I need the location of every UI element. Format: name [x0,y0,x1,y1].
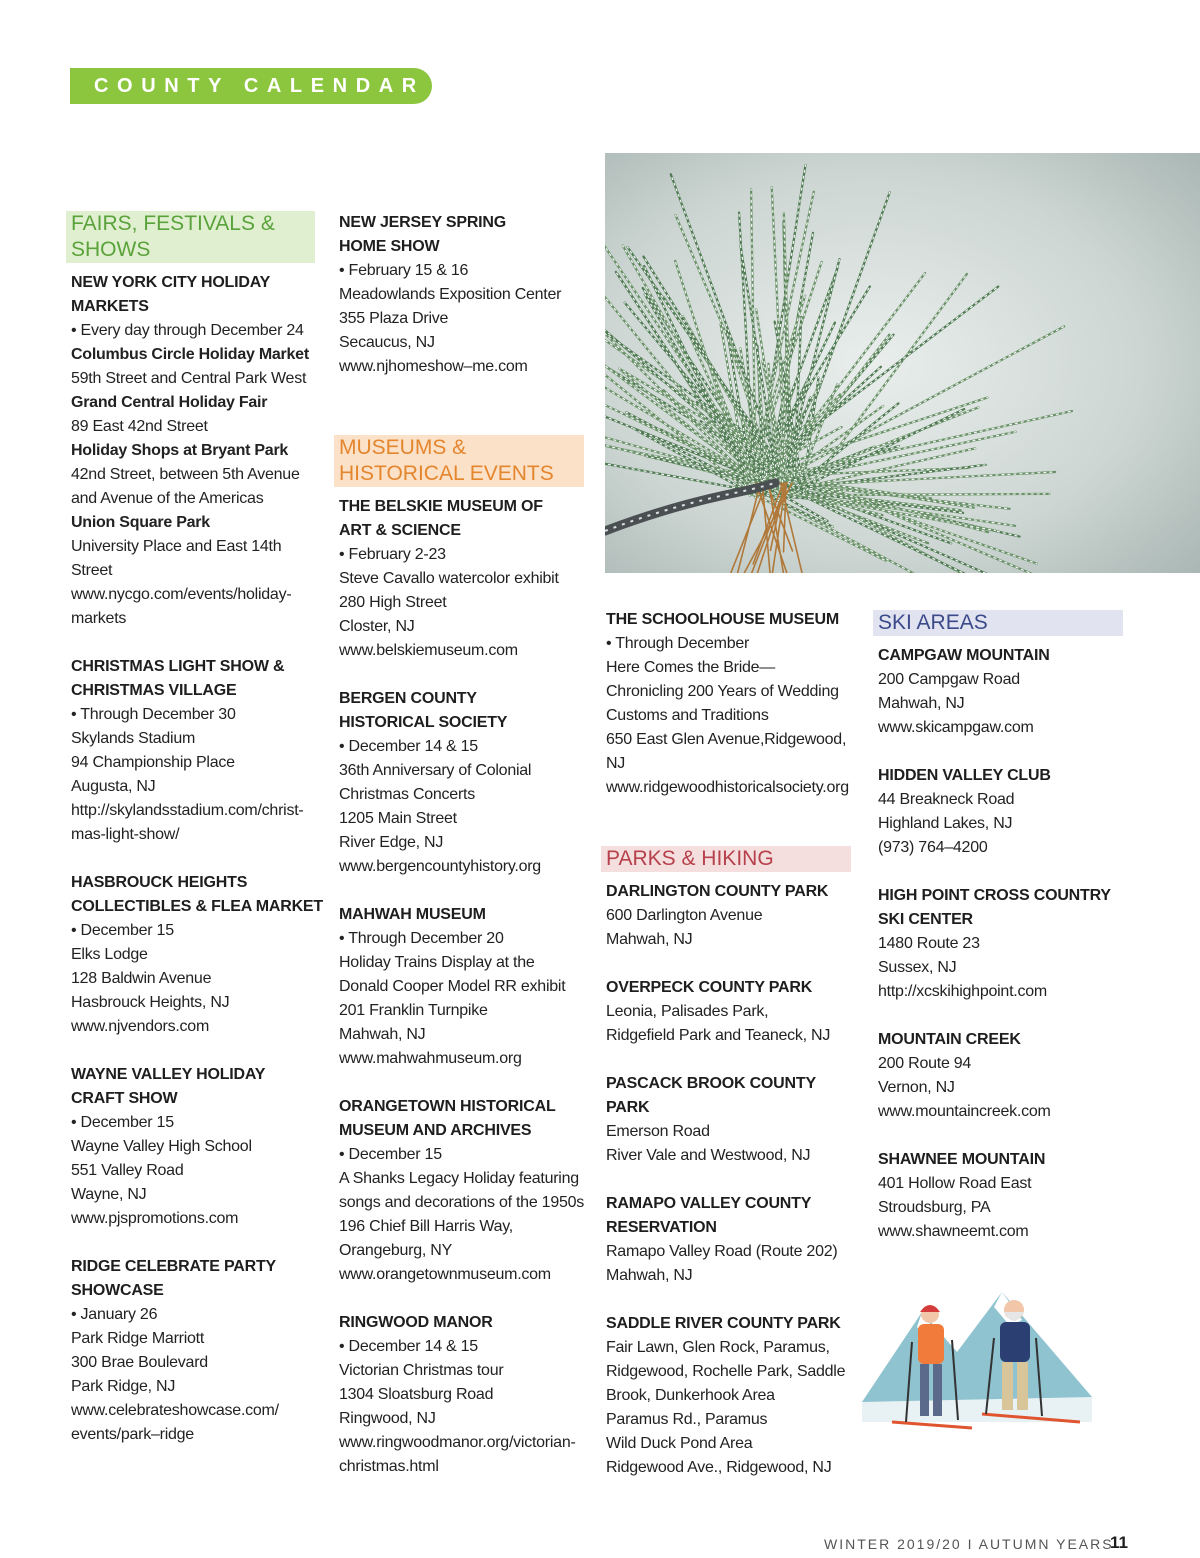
event-detail: Vernon, NJ [878,1079,955,1096]
venue-name: Columbus Circle Holiday Market [71,346,309,363]
event-detail: www.njvendors.com [71,1018,210,1035]
section-heading-fairs: FAIRS, FESTIVALS & SHOWS [66,211,315,263]
event-name: THE SCHOOLHOUSE MUSEUM [606,611,839,628]
event-entry [339,1311,594,1479]
event-entry [71,871,326,1039]
event-name: NEW JERSEY SPRING [339,214,507,231]
event-detail: • February 2-23 [339,546,446,563]
event-detail: christmas.html [339,1458,439,1475]
column-2 [339,211,594,1503]
event-name: SKI CENTER [878,911,973,928]
event-detail: Wayne, NJ [71,1186,147,1203]
event-detail: Mahwah, NJ [878,695,965,712]
event-detail: and Avenue of the Americas [71,490,264,507]
event-name: RINGWOOD MANOR [339,1314,493,1331]
event-detail: Wayne Valley High School [71,1138,252,1155]
event-detail: Ramapo Valley Road (Route 202) [606,1243,838,1260]
event-name: NEW YORK CITY HOLIDAY [71,274,271,291]
event-detail: Leonia, Palisades Park, [606,1003,769,1020]
section-heading-parks: PARKS & HIKING [601,846,851,872]
event-detail: 128 Baldwin Avenue [71,970,212,987]
event-detail: 59th Street and Central Park West [71,370,307,387]
event-detail: • December 15 [71,922,174,939]
event-detail: Donald Cooper Model RR exhibit [339,978,566,995]
event-detail: Wild Duck Pond Area [606,1435,753,1452]
event-name: CAMPGAW MOUNTAIN [878,647,1050,664]
event-name: MARKETS [71,298,149,315]
event-entry [339,1095,594,1287]
event-detail: Ridgewood Ave., Ridgewood, NJ [606,1459,832,1476]
event-entry [71,1255,326,1447]
event-name: ORANGETOWN HISTORICAL [339,1098,556,1115]
event-entry [606,1192,861,1288]
event-detail: www.shawneemt.com [878,1223,1029,1240]
event-detail: Fair Lawn, Glen Rock, Paramus, [606,1339,830,1356]
event-detail: www.bergencountyhistory.org [339,858,541,875]
event-detail: www.belskiemuseum.com [339,642,518,659]
frosted-pine-photo [605,153,1200,573]
column-3 [606,608,861,1504]
event-detail: 42nd Street, between 5th Avenue [71,466,300,483]
event-detail: Ridgefield Park and Teaneck, NJ [606,1027,831,1044]
event-detail: Ridgewood, Rochelle Park, Saddle [606,1363,846,1380]
event-entry [606,880,861,952]
event-detail: Brook, Dunkerhook Area [606,1387,775,1404]
event-entry [606,1072,861,1168]
banner-title: COUNTY CALENDAR [94,75,425,97]
event-detail: • December 15 [71,1114,174,1131]
event-detail: 300 Brae Boulevard [71,1354,208,1371]
ski-list [878,644,1133,1244]
event-detail: http://xcskihighpoint.com [878,983,1047,1000]
event-name: CHRISTMAS LIGHT SHOW & [71,658,285,675]
page-number: 11 [1110,1533,1128,1552]
event-detail: 650 East Glen Avenue,Ridgewood, NJ [606,731,847,772]
event-name: MAHWAH MUSEUM [339,906,486,923]
section-heading-museums: MUSEUMS & HISTORICAL EVENTS [334,435,584,487]
event-detail: www.ringwoodmanor.org/victorian- [339,1434,576,1451]
event-detail: • Through December 20 [339,930,504,947]
event-detail: River Edge, NJ [339,834,444,851]
event-detail: www.ridgewoodhistoricalsociety.org [606,779,849,796]
event-detail: (973) 764–4200 [878,839,988,856]
event-name: ART & SCIENCE [339,522,461,539]
event-detail: songs and decorations of the 1950s [339,1194,585,1211]
event-detail: • Through December 30 [71,706,236,723]
event-detail: Park Ridge Marriott [71,1330,205,1347]
event-name: DARLINGTON COUNTY PARK [606,883,829,900]
event-detail: • December 15 [339,1146,442,1163]
event-detail: • Every day through December 24 [71,322,304,339]
event-detail: Steve Cavallo watercolor exhibit [339,570,559,587]
venue-name: Grand Central Holiday Fair [71,394,268,411]
event-entry [878,764,1133,860]
event-name: HISTORICAL SOCIETY [339,714,508,731]
event-detail: 36th Anniversary of Colonial [339,762,532,779]
event-detail: mas-light-show/ [71,826,180,843]
event-name: RAMAPO VALLEY COUNTY [606,1195,812,1212]
event-name: HASBROUCK HEIGHTS [71,874,248,891]
schoolhouse-list [606,608,861,800]
event-detail: www.mountaincreek.com [878,1103,1051,1120]
event-entry [606,976,861,1048]
event-detail: Meadowlands Exposition Center [339,286,562,303]
event-name: THE BELSKIE MUSEUM OF [339,498,543,515]
event-detail: 44 Breakneck Road [878,791,1015,808]
event-name: MUSEUM AND ARCHIVES [339,1122,532,1139]
event-detail: Chronicling 200 Years of Wedding [606,683,839,700]
event-detail: Emerson Road [606,1123,710,1140]
event-detail: Orangeburg, NY [339,1242,453,1259]
event-entry [878,644,1133,740]
museums-list [339,495,594,1479]
event-detail: 200 Campgaw Road [878,671,1020,688]
event-detail: Augusta, NJ [71,778,156,795]
event-detail: • January 26 [71,1306,158,1323]
event-detail: markets [71,610,127,627]
event-name: PASCACK BROOK COUNTY PARK [606,1075,816,1116]
event-name: COLLECTIBLES & FLEA MARKET [71,898,323,915]
event-detail: Mahwah, NJ [606,931,693,948]
event-detail: Closter, NJ [339,618,415,635]
column-1 [71,211,326,1471]
event-detail: Here Comes the Bride— [606,659,776,676]
event-name: SADDLE RIVER COUNTY PARK [606,1315,841,1332]
event-detail: A Shanks Legacy Holiday featuring [339,1170,579,1187]
event-detail: Skylands Stadium [71,730,196,747]
event-detail: • February 15 & 16 [339,262,469,279]
event-detail: 89 East 42nd Street [71,418,208,435]
venue-name: Union Square Park [71,514,210,531]
parks-list [606,880,861,1480]
event-entry [339,495,594,663]
event-entry [71,655,326,847]
fairs-list [71,271,326,1447]
event-detail: 94 Championship Place [71,754,235,771]
event-detail: Holiday Trains Display at the [339,954,535,971]
event-detail: 1205 Main Street [339,810,457,827]
event-detail: 1480 Route 23 [878,935,980,952]
event-detail: events/park–ridge [71,1426,194,1443]
event-name: HOME SHOW [339,238,440,255]
event-detail: • December 14 & 15 [339,738,478,755]
event-entry [606,608,861,800]
event-detail: Park Ridge, NJ [71,1378,176,1395]
section-banner [70,68,432,104]
event-name: CRAFT SHOW [71,1090,178,1107]
event-detail: University Place and East 14th Street [71,538,282,579]
event-name: BERGEN COUNTY [339,690,477,707]
skiers-illustration [862,1282,1092,1434]
event-detail: www.mahwahmuseum.org [339,1050,522,1067]
event-name: HIGH POINT CROSS COUNTRY [878,887,1111,904]
event-detail: Ringwood, NJ [339,1410,436,1427]
event-detail: www.nycgo.com/events/holiday- [71,586,292,603]
event-detail: Victorian Christmas tour [339,1362,504,1379]
event-detail: www.njhomeshow–me.com [339,358,528,375]
column-4 [878,610,1133,1268]
event-detail: 355 Plaza Drive [339,310,449,327]
event-detail: Sussex, NJ [878,959,957,976]
event-detail: Highland Lakes, NJ [878,815,1013,832]
event-name: WAYNE VALLEY HOLIDAY [71,1066,266,1083]
event-detail: 1304 Sloatsburg Road [339,1386,494,1403]
event-detail: www.celebrateshowcase.com/ [71,1402,279,1419]
event-detail: Elks Lodge [71,946,148,963]
event-detail: River Vale and Westwood, NJ [606,1147,811,1164]
event-detail: www.orangetownmuseum.com [339,1266,551,1283]
event-entry [606,1312,861,1480]
event-name: SHAWNEE MOUNTAIN [878,1151,1046,1168]
event-detail: Hasbrouck Heights, NJ [71,994,230,1011]
event-detail: Secaucus, NJ [339,334,435,351]
event-entry [71,271,326,631]
section-heading-ski: SKI AREAS [873,610,1123,636]
event-detail: Customs and Traditions [606,707,769,724]
event-entry [339,211,594,379]
event-detail: • Through December [606,635,750,652]
event-name: HIDDEN VALLEY CLUB [878,767,1051,784]
event-name: CHRISTMAS VILLAGE [71,682,237,699]
home-show-list [339,211,594,379]
event-detail: Christmas Concerts [339,786,475,803]
event-detail: 401 Hollow Road East [878,1175,1032,1192]
venue-name: Holiday Shops at Bryant Park [71,442,289,459]
event-detail: 200 Route 94 [878,1055,972,1072]
event-entry [339,687,594,879]
event-entry [878,1028,1133,1124]
event-name: MOUNTAIN CREEK [878,1031,1021,1048]
event-detail: 280 High Street [339,594,447,611]
event-name: OVERPECK COUNTY PARK [606,979,813,996]
event-entry [878,884,1133,1004]
event-name: RIDGE CELEBRATE PARTY [71,1258,276,1275]
event-entry [339,903,594,1071]
event-name: SHOWCASE [71,1282,164,1299]
event-name: RESERVATION [606,1219,717,1236]
footer-issue: WINTER 2019/20 I AUTUMN YEARS [824,1536,1114,1552]
event-entry [878,1148,1133,1244]
event-detail: Stroudsburg, PA [878,1199,991,1216]
event-detail: 551 Valley Road [71,1162,184,1179]
event-detail: http://skylandsstadium.com/christ- [71,802,304,819]
event-detail: • December 14 & 15 [339,1338,478,1355]
event-detail: Mahwah, NJ [606,1267,693,1284]
event-detail: 196 Chief Bill Harris Way, [339,1218,513,1235]
event-detail: www.pjspromotions.com [71,1210,239,1227]
event-detail: 201 Franklin Turnpike [339,1002,488,1019]
event-detail: Paramus Rd., Paramus [606,1411,768,1428]
event-detail: www.skicampgaw.com [878,719,1034,736]
event-detail: 600 Darlington Avenue [606,907,763,924]
event-detail: Mahwah, NJ [339,1026,426,1043]
event-entry [71,1063,326,1231]
